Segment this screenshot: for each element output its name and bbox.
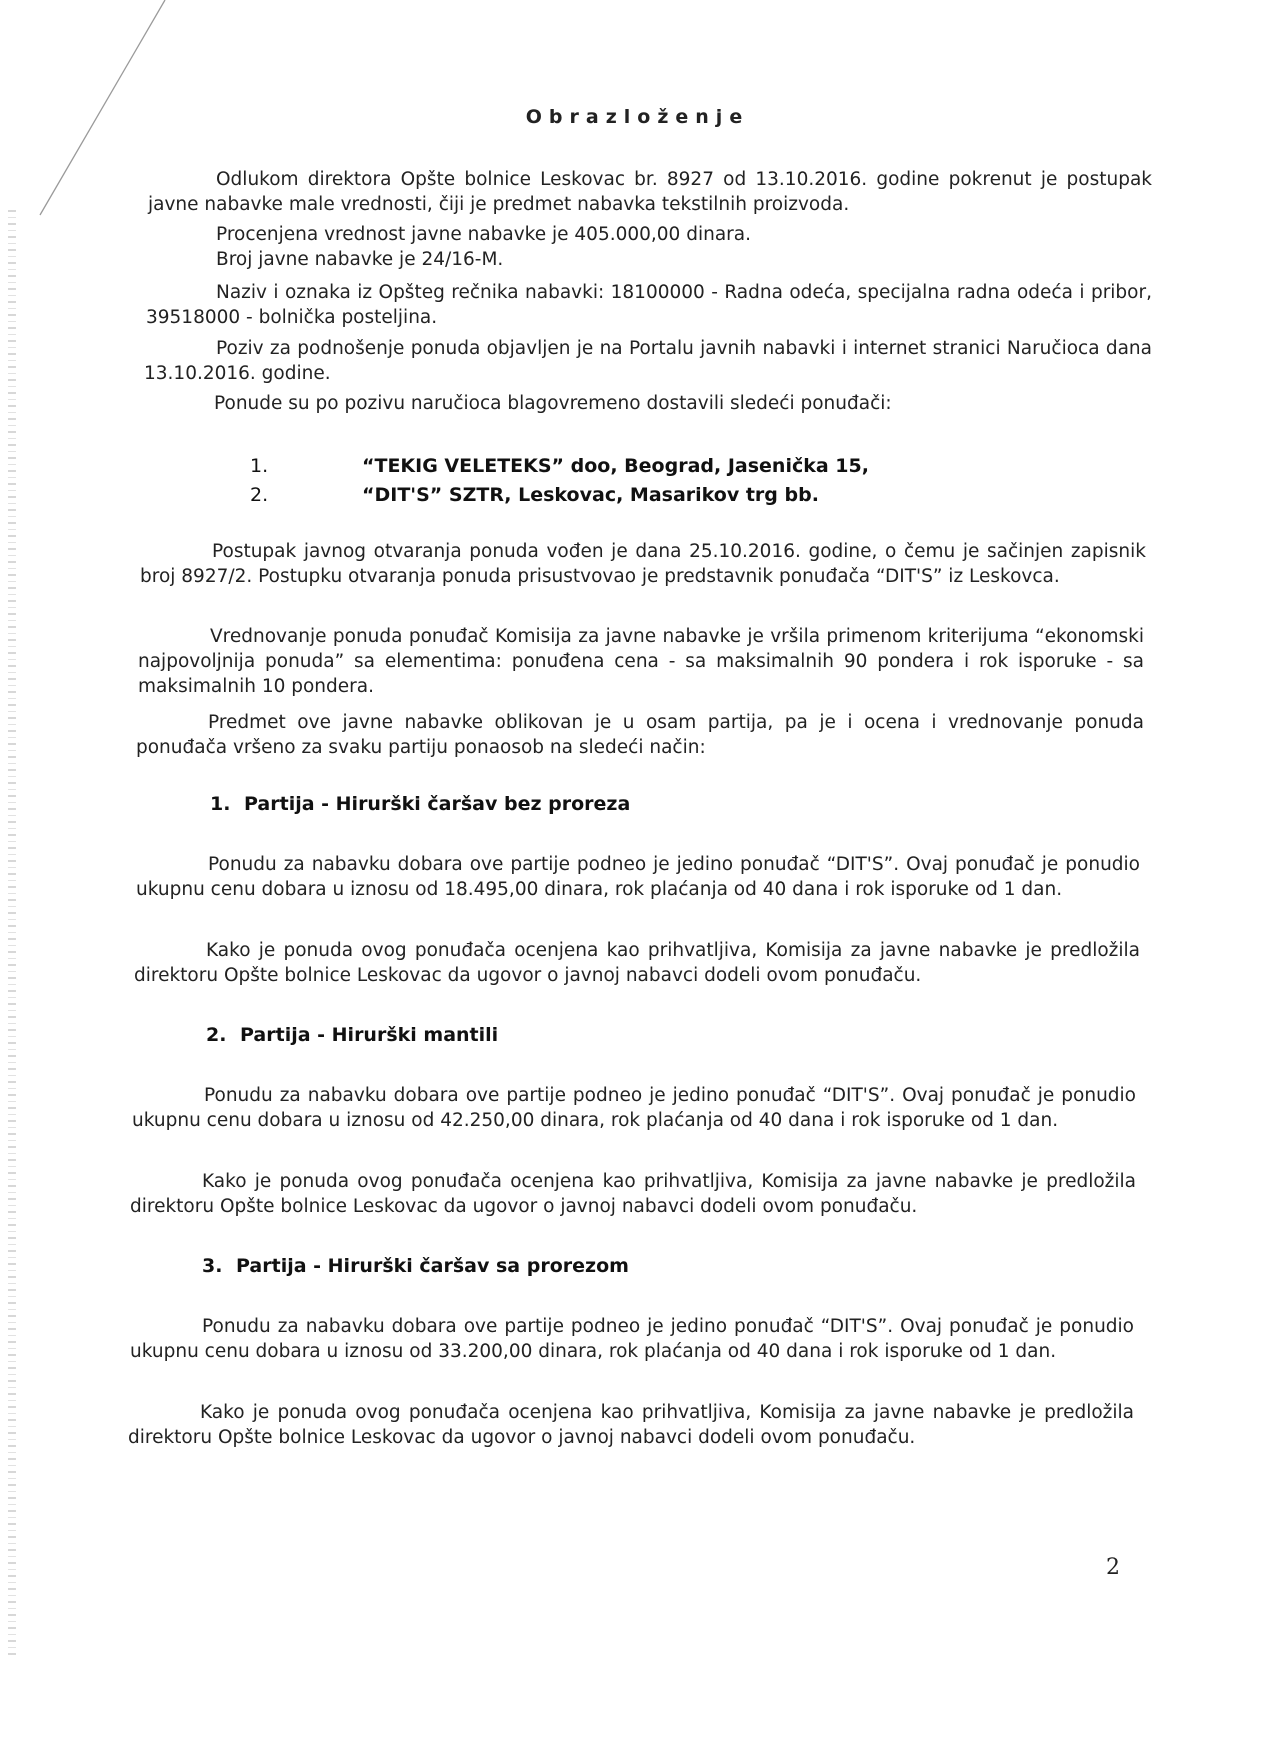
intro-paragraph-invitation: Poziv za podnošenje ponuda objavljen je na Portalu javnih nabavki i internet stranici Naručioca dana 13.10.2016. godine. <box>144 338 1152 384</box>
partition-number: 2. <box>206 1024 227 1046</box>
procedure-paragraph-partitions: Predmet ove javne nabavke oblikovan je u osam partija, pa je i ocena i vrednovanje ponuda ponuđača vršeno za svaku partiju ponaosob na sledeći način: <box>136 712 1144 758</box>
bidder-number: 2. <box>250 484 269 506</box>
page-number: 2 <box>1106 1555 1120 1580</box>
bidder-name: “TEKIG VELETEKS” doo, Beograd, Jasenička 15, <box>362 455 869 477</box>
partition-number: 1. <box>210 793 231 815</box>
procedure-paragraph-opening: Postupak javnog otvaranja ponuda vođen je dana 25.10.2016. godine, o čemu je sačinjen zapisnik broj 8927/2. Postupku otvaranja ponuda prisustvovao je predstavnik ponuđača “DIT'S” iz Leskovca. <box>140 541 1146 587</box>
partition-offer-paragraph: Ponudu za nabavku dobara ove partije podneo je jedino ponuđač “DIT'S”. Ovaj ponuđač je ponudio ukupnu cenu dobara u iznosu od 18.495,00 dinara, rok plaćanja od 40 dana i rok isporuke od 1 dan. <box>136 854 1140 900</box>
partition-heading <box>202 1255 629 1277</box>
intro-paragraph-bidders-intro: Ponude su po pozivu naručioca blagovremeno dostavili sledeći ponuđači: <box>214 393 892 414</box>
scan-edge-artifact <box>8 210 16 1660</box>
partition-title: Partija - Hirurški čaršav bez proreza <box>244 793 631 815</box>
partition-heading <box>206 1024 498 1046</box>
bidder-item <box>250 481 950 510</box>
intro-paragraph-procurement-number: Broj javne nabavke je 24/16-M. <box>216 249 504 270</box>
partition-offer-paragraph: Ponudu za nabavku dobara ove partije podneo je jedino ponuđač “DIT'S”. Ovaj ponuđač je ponudio ukupnu cenu dobara u iznosu od 33.200,00 dinara, rok plaćanja od 40 dana i rok isporuke od 1 dan. <box>130 1316 1134 1362</box>
partition-title: Partija - Hirurški mantili <box>240 1024 499 1046</box>
partition-heading <box>210 793 630 815</box>
bidder-name: “DIT'S” SZTR, Leskovac, Masarikov trg bb. <box>362 484 819 506</box>
partition-decision-paragraph: Kako je ponuda ovog ponuđača ocenjena kao prihvatljiva, Komisija za javne nabavke je predložila direktoru Opšte bolnice Leskovac da ugovor o javnoj nabavci dodeli ovom ponuđaču. <box>128 1402 1134 1448</box>
bidders-list <box>250 452 950 510</box>
partition-decision-paragraph: Kako je ponuda ovog ponuđača ocenjena kao prihvatljiva, Komisija za javne nabavke je predložila direktoru Opšte bolnice Leskovac da ugovor o javnoj nabavci dodeli ovom ponuđaču. <box>134 940 1140 986</box>
intro-paragraph-estimated-value: Procenjena vrednost javne nabavke je 405.000,00 dinara. <box>216 224 751 245</box>
bidder-item <box>250 452 950 481</box>
page-title: Obrazloženje <box>525 106 750 128</box>
procedure-paragraph-criteria: Vrednovanje ponuda ponuđač Komisija za javne nabavke je vršila primenom kriterijuma “ekonomski najpovoljnija ponuda” sa elementima: ponuđena cena - sa maksimalnih 90 pondera i rok isporuke - sa maksimalnih 10 pondera. <box>138 626 1144 697</box>
partition-title: Partija - Hirurški čaršav sa prorezom <box>236 1255 629 1277</box>
intro-paragraph-decision: Odlukom direktora Opšte bolnice Leskovac br. 8927 od 13.10.2016. godine pokrenut je postupak javne nabavke male vrednosti, čiji je predmet nabavka tekstilnih proizvoda. <box>148 169 1152 215</box>
bidder-number: 1. <box>250 455 269 477</box>
partition-offer-paragraph: Ponudu za nabavku dobara ove partije podneo je jedino ponuđač “DIT'S”. Ovaj ponuđač je ponudio ukupnu cenu dobara u iznosu od 42.250,00 dinara, rok plaćanja od 40 dana i rok isporuke od 1 dan. <box>132 1085 1136 1131</box>
intro-paragraph-cpv: Naziv i oznaka iz Opšteg rečnika nabavki: 18100000 - Radna odeća, specijalna radna odeća i pribor, 39518000 - bolnička posteljina. <box>146 282 1152 328</box>
partition-decision-paragraph: Kako je ponuda ovog ponuđača ocenjena kao prihvatljiva, Komisija za javne nabavke je predložila direktoru Opšte bolnice Leskovac da ugovor o javnoj nabavci dodeli ovom ponuđaču. <box>130 1171 1136 1217</box>
partition-number: 3. <box>202 1255 223 1277</box>
